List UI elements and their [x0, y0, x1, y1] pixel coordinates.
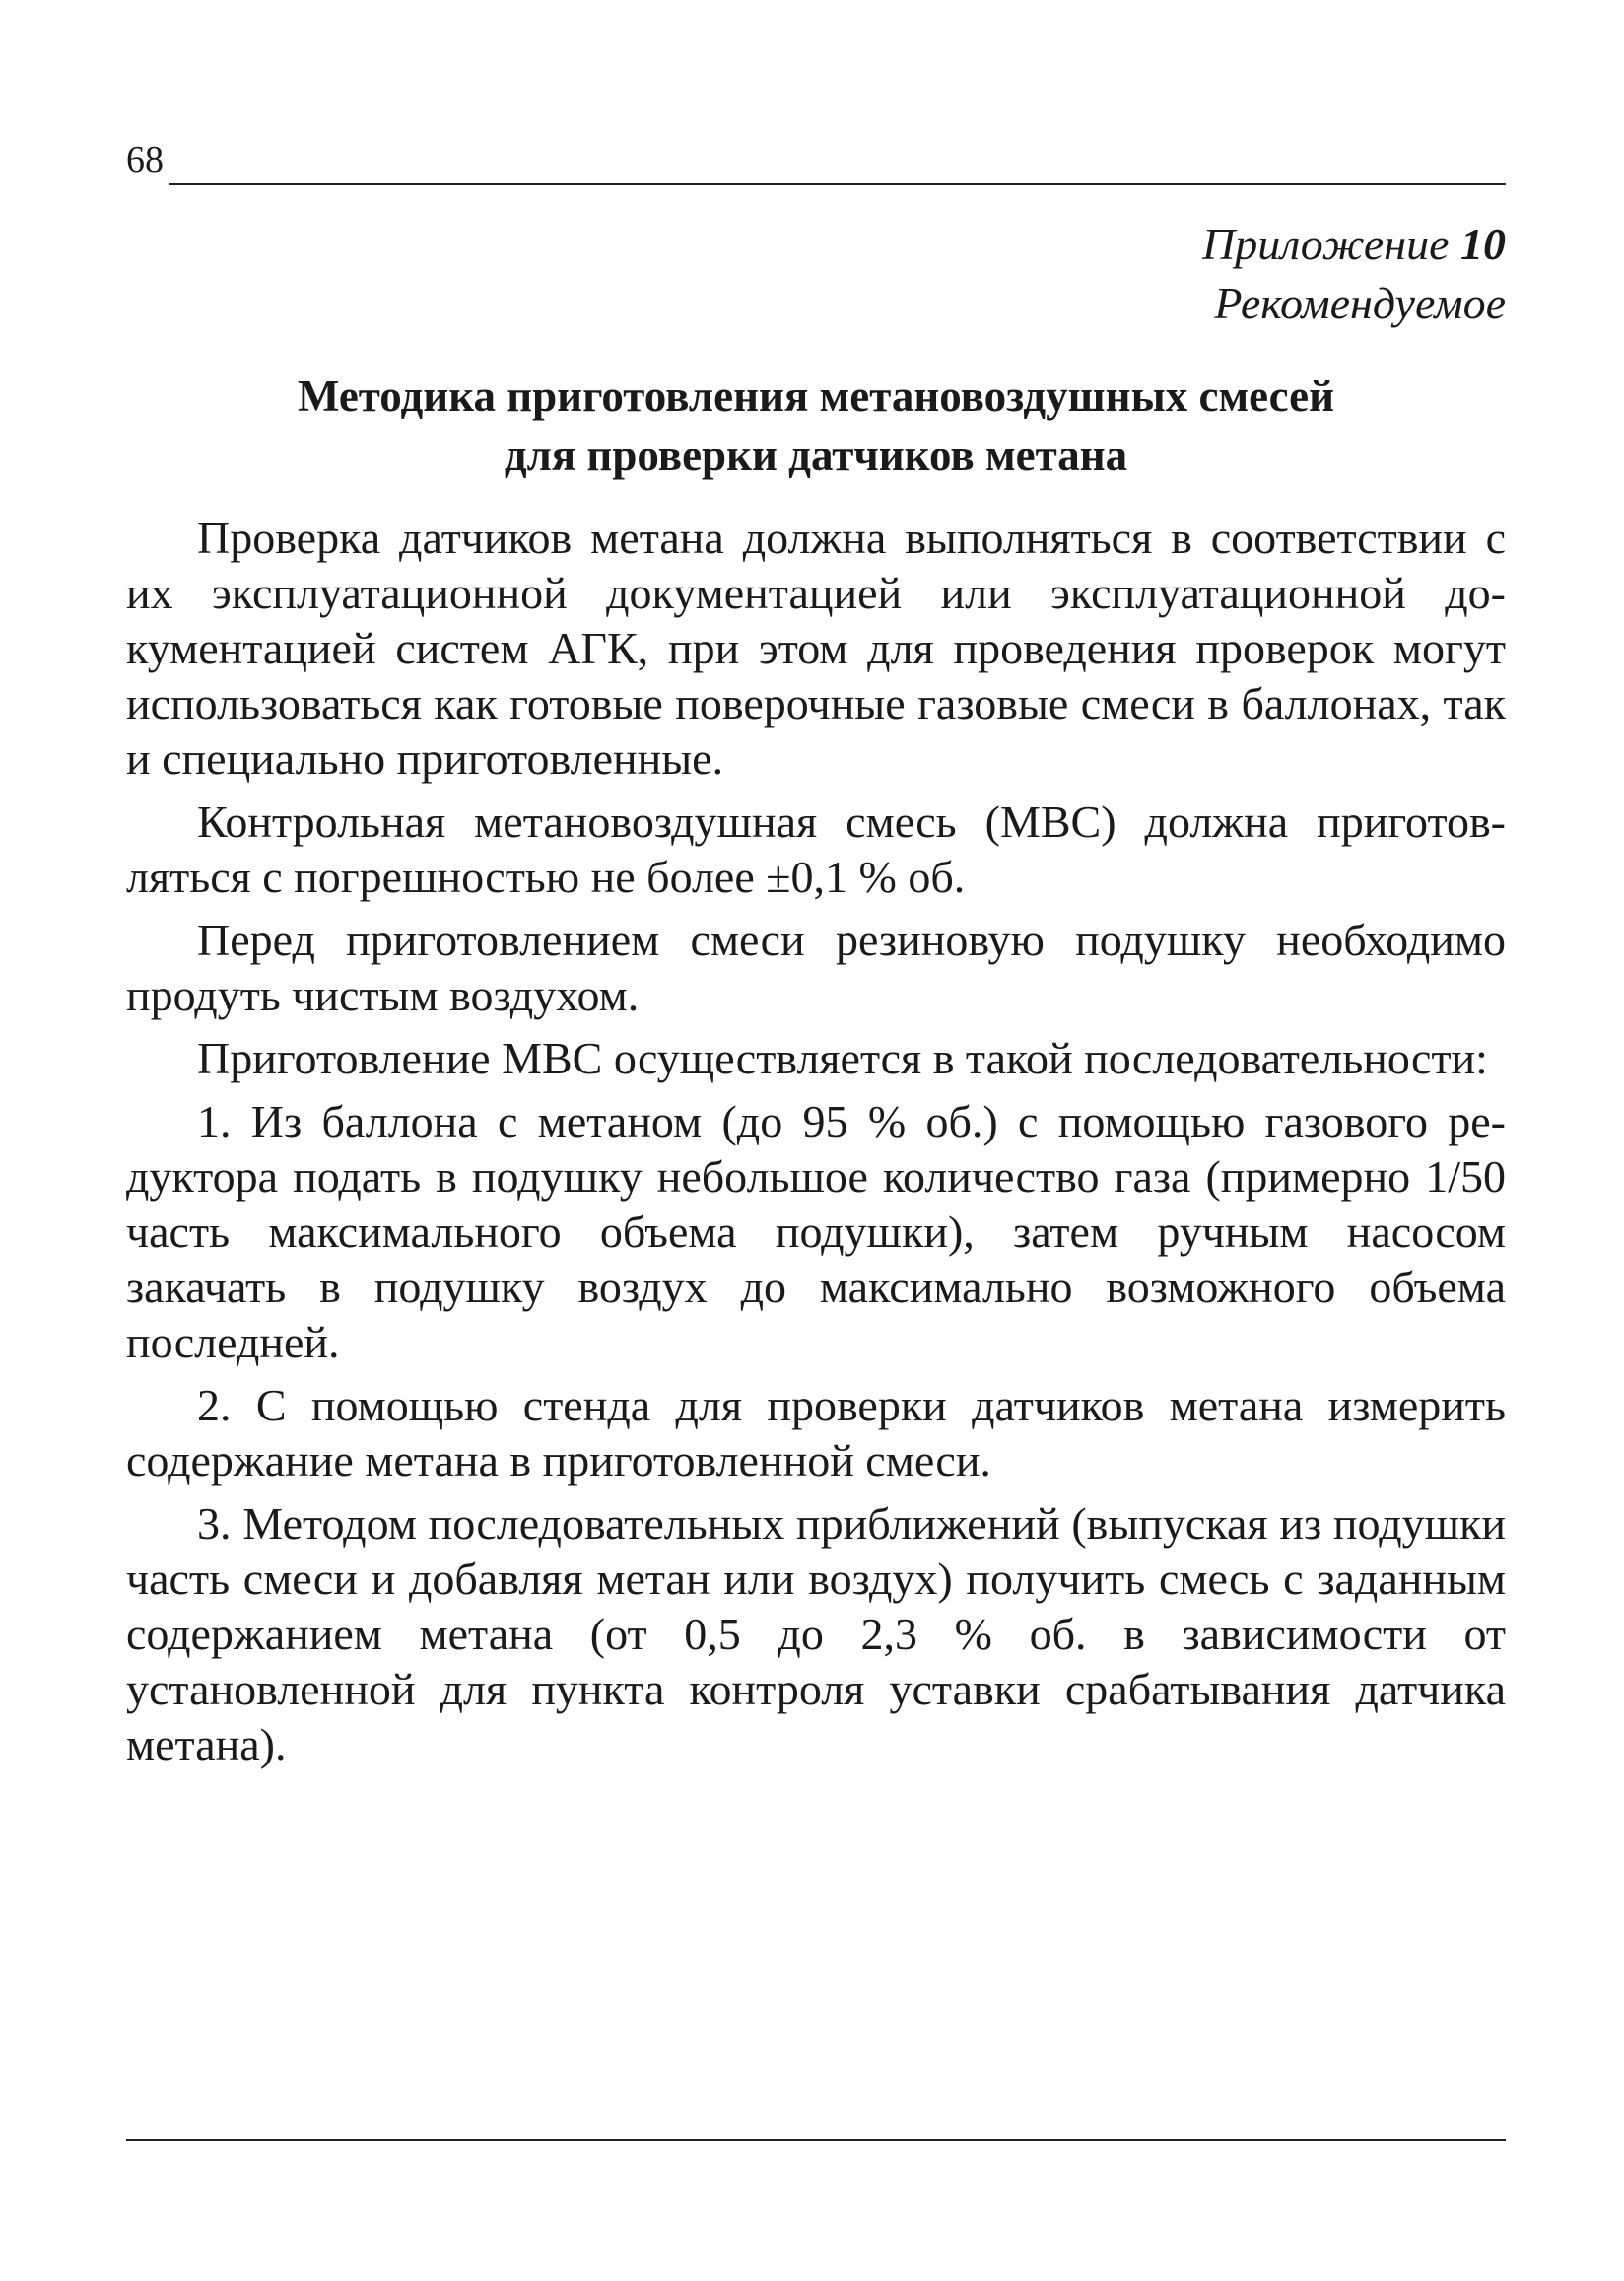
paragraph-purge: Перед приготовлением смеси резиновую подушку необходимо продуть чистым воздухом. — [126, 915, 1506, 1020]
appendix-number: 10 — [1460, 219, 1506, 269]
step-3: 3. Методом последовательных приближений (выпуская из подушки часть смеси и добавляя метан или воздух) получить смесь с заданным содержанием метана (от 0,5 до 2,3 % об. в зависимости от установленной для пункта контроля уставки срабатывания датчика метана). — [126, 1498, 1506, 1769]
appendix-status: Рекомендуемое — [1214, 278, 1506, 328]
appendix-word: Приложение — [1201, 219, 1450, 269]
footer-rule — [126, 2139, 1506, 2141]
body-text — [126, 511, 1506, 1780]
step-1: 1. Из баллона с метаном (до 95 % об.) с помощью газового редуктора подать в подушку небольшое количество газа (примерно 1/50 часть максимального объема подушки), затем ручным насосом закачать в подушку воздух до максимально возможного объема последней. — [126, 1096, 1506, 1367]
paragraph-accuracy: Контрольная метановоздушная смесь (МВС) должна приготовляться с погрешностью не более ±0,1 % об. — [126, 796, 1506, 902]
paragraph-sequence: Приготовление МВС осуществляется в такой последовательности: — [197, 1033, 1488, 1083]
step-2: 2. С помощью стенда для проверки датчиков метана измерить содержание метана в приготовленной смеси. — [126, 1380, 1506, 1486]
document-title — [126, 367, 1506, 485]
title-line-1: Методика приготовления метановоздушных смесей — [297, 372, 1335, 421]
running-head — [126, 138, 1506, 189]
paragraph-intro: Проверка датчиков метана должна выполняться в соответствии с их эксплуатационной документацией или эксплуатационной документацией систем АГК, при этом для проведения проверок могут использоваться как готовые поверочные газовые смеси в баллонах, так и специально приготовленные. — [126, 513, 1506, 784]
header-rule — [169, 183, 1506, 185]
appendix-heading — [1202, 215, 1506, 274]
page-number: 68 — [126, 139, 164, 180]
title-line-2: для проверки датчиков метана — [504, 431, 1128, 480]
appendix-label — [1202, 215, 1506, 333]
